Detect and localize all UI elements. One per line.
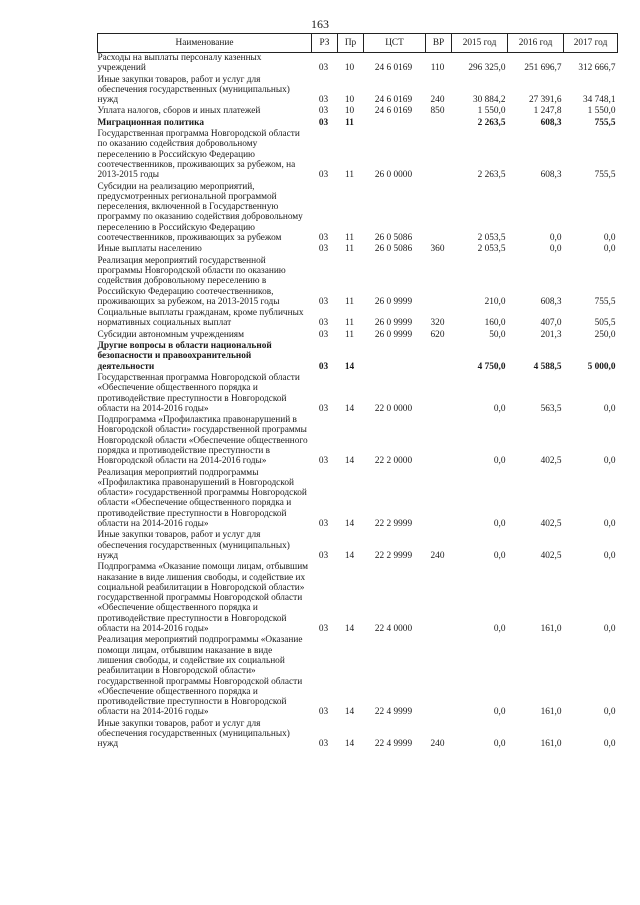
- cell-cst: 24 6 0169: [374, 95, 413, 106]
- cell-pr: 14: [344, 361, 355, 372]
- cell-pr: 14: [344, 707, 355, 718]
- cell-name: Иные выплаты населению: [97, 244, 202, 255]
- page-number: 163: [311, 17, 329, 31]
- table-row: [98, 182, 618, 245]
- cell-rz: 03: [318, 361, 329, 372]
- cell-2017: 0,0: [603, 519, 616, 530]
- cell-vr: 360: [430, 244, 445, 255]
- cell-name: Государственная программа Новгородской области «Обеспечение общественного порядка и противодействие преступности в Новгородской области на 2014-2016 годы»: [97, 372, 300, 414]
- cell-2015: 0,0: [493, 707, 506, 718]
- cell-cst: 26 0 9999: [374, 296, 413, 307]
- cell-cst: 22 4 9999: [374, 707, 413, 718]
- cell-2017: 0,0: [603, 456, 616, 467]
- cell-name: Социальные выплаты гражданам, кроме публичных нормативных социальных выплат: [97, 308, 304, 329]
- cell-name: Уплата налогов, сборов и иных платежей: [97, 106, 261, 117]
- cell-2016: 0,0: [549, 244, 562, 255]
- cell-cst: 22 2 0000: [374, 456, 413, 467]
- header-2017: 2017 год: [564, 34, 618, 53]
- cell-pr: 14: [344, 550, 355, 561]
- cell-vr: [426, 256, 452, 308]
- cell-pr: 14: [344, 519, 355, 530]
- cell-cst: 22 0 0000: [374, 403, 413, 414]
- cell-cst: [364, 118, 426, 129]
- cell-rz: 03: [318, 624, 329, 635]
- cell-2017: 0,0: [603, 403, 616, 414]
- cell-pr: 10: [344, 63, 355, 74]
- cell-2017: 1 550,0: [587, 106, 616, 117]
- cell-pr: 11: [345, 233, 354, 244]
- cell-vr: 110: [430, 63, 445, 74]
- cell-name: Субсидии на реализацию мероприятий, предусмотренных региональной программой переселения, включенной в Государственную программу по оказанию содействия добровольному переселению в Российскую Федерацию соотечественников, проживающих за рубежом: [97, 181, 303, 244]
- table-header-row: [98, 34, 618, 53]
- cell-2015: 2 053,5: [477, 233, 506, 244]
- table-row: [98, 719, 618, 751]
- cell-rz: 03: [318, 707, 329, 718]
- table-row: [98, 256, 618, 308]
- table-row: [98, 562, 618, 635]
- budget-table: [97, 33, 618, 751]
- cell-2016: 27 391,6: [528, 95, 562, 106]
- cell-pr: 11: [345, 244, 354, 255]
- cell-2016: 161,0: [540, 624, 562, 635]
- cell-cst: 26 0 5086: [374, 244, 413, 255]
- cell-2016: 201,3: [540, 329, 562, 340]
- cell-2015: 210,0: [484, 296, 506, 307]
- cell-2016: 608,3: [540, 170, 562, 181]
- cell-vr: [426, 415, 452, 467]
- cell-2015: 2 263,5: [477, 170, 506, 181]
- cell-name: Миграционная политика: [97, 117, 204, 128]
- cell-2016: 402,5: [540, 550, 562, 561]
- cell-vr: 620: [430, 329, 445, 340]
- cell-2017: 0,0: [603, 244, 616, 255]
- cell-2015: 0,0: [493, 550, 506, 561]
- header-cst: ЦСТ: [364, 34, 426, 53]
- cell-cst: 24 6 0169: [374, 63, 413, 74]
- cell-vr: [426, 562, 452, 635]
- cell-name: Иные закупки товаров, работ и услуг для обеспечения государственных (муниципальных) нужд: [97, 530, 290, 561]
- cell-name: Иные закупки товаров, работ и услуг для обеспечения государственных (муниципальных) нужд: [97, 718, 290, 750]
- cell-vr: 320: [430, 318, 445, 329]
- cell-rz: 03: [318, 456, 329, 467]
- cell-2016: 1 247,8: [533, 106, 562, 117]
- table-row: [98, 129, 618, 181]
- header-vr: ВР: [426, 34, 452, 53]
- cell-2016: 402,5: [540, 456, 562, 467]
- cell-name: Реализация мероприятий подпрограммы «Профилактика правонарушений в Новгородской области» государственной программы Новгородской области «Обеспечение общественного порядка и противодействие преступности в Новгородской области на 2014-2016 годы»: [97, 467, 307, 530]
- cell-vr: [426, 373, 452, 415]
- cell-name: Субсидии автономным учреждениям: [97, 329, 244, 340]
- cell-cst: 22 2 9999: [374, 519, 413, 530]
- cell-rz: 03: [318, 318, 329, 329]
- cell-2015: 0,0: [493, 403, 506, 414]
- cell-vr: [426, 129, 452, 181]
- cell-2016: 402,5: [540, 519, 562, 530]
- cell-name: Государственная программа Новгородской области по оказанию содействия добровольному переселению в Российскую Федерацию соотечественников, проживающих за рубежом, на 2013-2015 годы: [97, 129, 300, 181]
- table-row: [98, 75, 618, 107]
- cell-rz: 03: [318, 95, 329, 106]
- cell-rz: 03: [318, 519, 329, 530]
- cell-rz: 03: [318, 106, 329, 117]
- cell-pr: 14: [344, 403, 355, 414]
- table-row: [98, 330, 618, 341]
- header-rz: РЗ: [312, 34, 338, 53]
- cell-2015: 160,0: [484, 318, 506, 329]
- header-2016: 2016 год: [508, 34, 564, 53]
- cell-rz: 03: [318, 550, 329, 561]
- cell-rz: 03: [318, 329, 329, 340]
- cell-2015: 0,0: [493, 456, 506, 467]
- cell-2015: 1 550,0: [477, 106, 506, 117]
- cell-vr: [426, 468, 452, 531]
- cell-vr: 240: [430, 550, 445, 561]
- cell-cst: 24 6 0169: [374, 106, 413, 117]
- cell-2015: 50,0: [489, 329, 506, 340]
- cell-2016: 563,5: [540, 403, 562, 414]
- cell-cst: 26 0 0000: [374, 170, 413, 181]
- table-row: [98, 635, 618, 718]
- table-row: [98, 118, 618, 129]
- cell-2016: 161,0: [540, 739, 562, 750]
- cell-2015: 0,0: [493, 624, 506, 635]
- cell-pr: 11: [345, 296, 354, 307]
- cell-name: Подпрограмма «Оказание помощи лицам, отбывшим наказание в виде лишения свободы, и содействие их социальной реабилитации в Новгородской области» государственной программы Новгородской области «Обеспечение общественного порядка и противодействие преступности в Новгородской области на 2014-2016 годы»: [97, 562, 309, 635]
- cell-pr: 11: [345, 329, 354, 340]
- table-row: [98, 53, 618, 75]
- table-body: [98, 53, 618, 751]
- cell-vr: [426, 341, 452, 373]
- cell-pr: 14: [344, 739, 355, 750]
- cell-cst: 22 2 9999: [374, 550, 413, 561]
- table-row: [98, 106, 618, 117]
- cell-pr: 11: [345, 318, 354, 329]
- cell-2017: 0,0: [603, 707, 616, 718]
- cell-2017: 505,5: [594, 318, 616, 329]
- cell-2017: 0,0: [603, 233, 616, 244]
- cell-cst: [364, 341, 426, 373]
- cell-pr: 14: [344, 624, 355, 635]
- cell-name: Расходы на выплаты персоналу казенных учреждений: [97, 53, 262, 74]
- cell-rz: 03: [318, 403, 329, 414]
- cell-rz: 03: [318, 244, 329, 255]
- cell-2015: 4 750,0: [477, 361, 506, 372]
- cell-vr: [426, 118, 452, 129]
- table-row: [98, 244, 618, 255]
- cell-2015: 0,0: [493, 519, 506, 530]
- cell-2015: 2 263,5: [477, 117, 506, 128]
- cell-2016: 608,3: [540, 117, 562, 128]
- cell-name: Реализация мероприятий государственной программы Новгородской области по оказанию содействия добровольному переселению в Российскую Федерацию соотечественников, проживающих за рубежом, на 2013-2015 годы: [97, 255, 286, 307]
- cell-rz: 03: [318, 233, 329, 244]
- cell-2017: 312 666,7: [578, 63, 616, 74]
- header-2015: 2015 год: [452, 34, 508, 53]
- cell-cst: 26 0 9999: [374, 318, 413, 329]
- cell-2016: 161,0: [540, 707, 562, 718]
- table-row: [98, 373, 618, 415]
- cell-2017: 0,0: [603, 739, 616, 750]
- cell-rz: 03: [318, 296, 329, 307]
- cell-pr: 10: [344, 106, 355, 117]
- cell-2017: 755,5: [594, 296, 616, 307]
- cell-vr: [426, 182, 452, 245]
- cell-2017: 5 000,0: [587, 361, 616, 372]
- cell-2015: 30 884,2: [472, 95, 506, 106]
- cell-vr: 240: [430, 95, 445, 106]
- cell-name: Другие вопросы в области национальной безопасности и правоохранительной деятельности: [97, 341, 272, 372]
- table-row: [98, 341, 618, 373]
- cell-cst: 22 4 9999: [374, 739, 413, 750]
- cell-rz: 03: [318, 739, 329, 750]
- cell-cst: 26 0 5086: [374, 233, 413, 244]
- cell-2016: 407,0: [540, 318, 562, 329]
- cell-2015: 296 325,0: [468, 63, 506, 74]
- cell-2017: 0,0: [603, 550, 616, 561]
- cell-2017: 250,0: [594, 329, 616, 340]
- header-name: Наименование: [98, 34, 312, 53]
- cell-2016: 251 696,7: [524, 63, 562, 74]
- table-row: [98, 308, 618, 330]
- cell-pr: 11: [345, 117, 354, 128]
- cell-2016: 0,0: [549, 233, 562, 244]
- cell-vr: [426, 635, 452, 718]
- table-row: [98, 468, 618, 531]
- cell-2017: 755,5: [594, 117, 616, 128]
- cell-2015: 0,0: [493, 739, 506, 750]
- cell-2017: 755,5: [594, 170, 616, 181]
- cell-2015: 2 053,5: [477, 244, 506, 255]
- cell-2017: 0,0: [603, 624, 616, 635]
- cell-rz: 03: [318, 63, 329, 74]
- cell-rz: 03: [318, 170, 329, 181]
- cell-pr: 10: [344, 95, 355, 106]
- cell-pr: 14: [344, 456, 355, 467]
- cell-name: Иные закупки товаров, работ и услуг для обеспечения государственных (муниципальных) нужд: [97, 74, 290, 106]
- cell-rz: 03: [318, 117, 329, 128]
- cell-vr: 240: [430, 739, 445, 750]
- cell-2017: 34 748,1: [582, 95, 616, 106]
- cell-cst: 26 0 9999: [374, 329, 413, 340]
- cell-pr: 11: [345, 170, 354, 181]
- cell-vr: 850: [430, 106, 445, 117]
- cell-2016: 608,3: [540, 296, 562, 307]
- header-pr: Пр: [338, 34, 364, 53]
- cell-name: Подпрограмма «Профилактика правонарушений в Новгородской области» государственной программы Новгородской области «Обеспечение общественного порядка и противодействие преступности в Новгородской области на 2014-2016 годы»: [97, 415, 308, 467]
- cell-name: Реализация мероприятий подпрограммы «Оказание помощи лицам, отбывшим наказание в виде лишения свободы, и содействие их социальной реабилитации в Новгородской области» государственной программы Новгородской области «Обеспечение общественного порядка и противодействие преступности в Новгородской области на 2014-2016 годы»: [97, 635, 303, 718]
- cell-2016: 4 588,5: [533, 361, 562, 372]
- cell-cst: 22 4 0000: [374, 624, 413, 635]
- table-row: [98, 415, 618, 467]
- table-row: [98, 530, 618, 562]
